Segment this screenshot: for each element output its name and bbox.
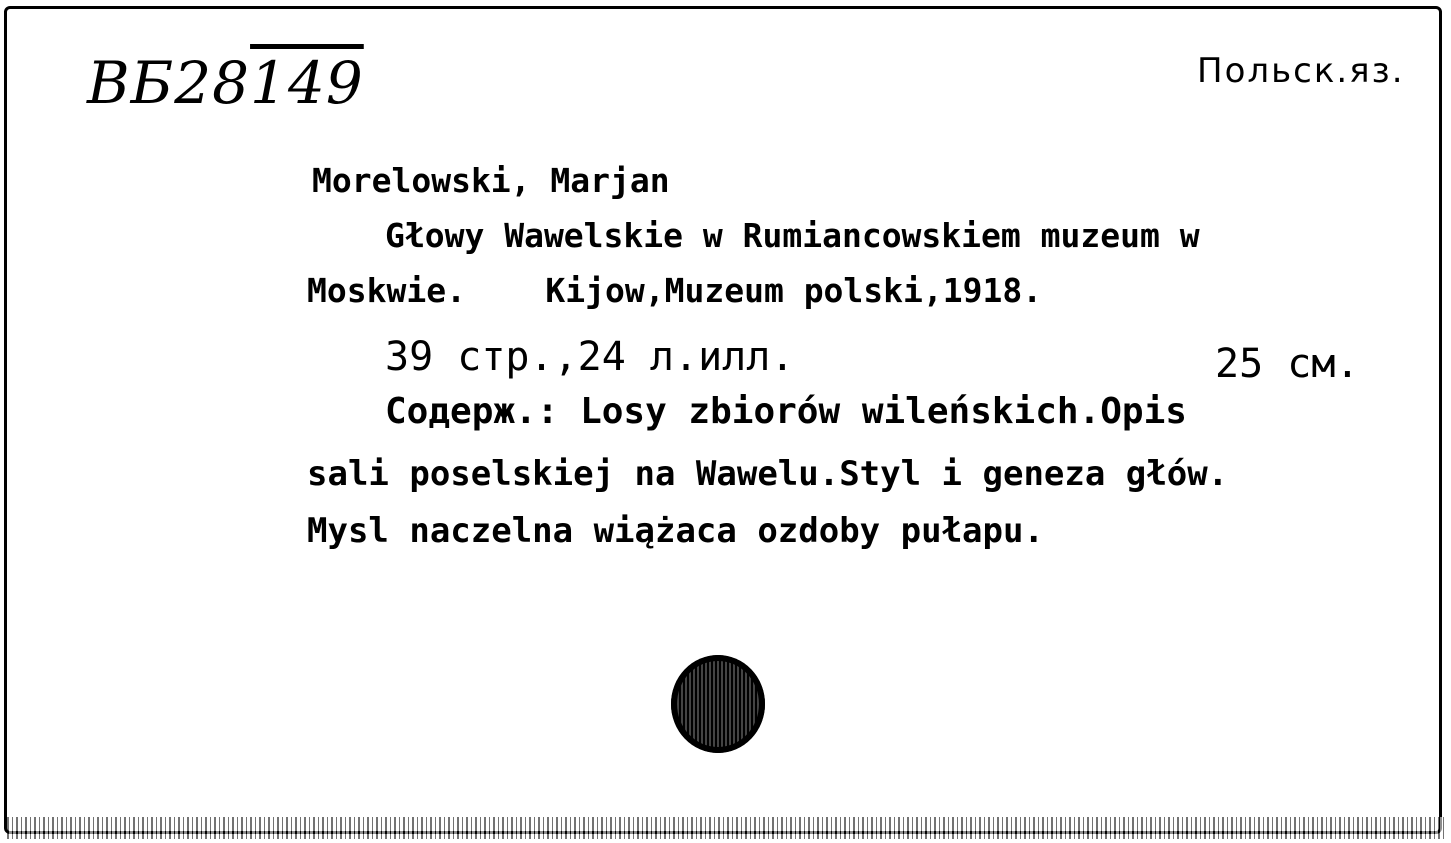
call-number-suffix: 149 — [250, 49, 364, 117]
contents-line-1: Содерж.: Losy zbiorów wileńskich.Opis — [385, 391, 1187, 432]
collation-line: 39 стр.,24 л.илл. — [385, 334, 795, 380]
size-note: 25 см. — [1215, 341, 1360, 387]
contents-line-3: Mysl naczelna wiążaca ozdoby pułapu. — [307, 511, 1044, 551]
call-number-prefix: ВБ28 — [87, 49, 251, 117]
punch-hole — [671, 655, 765, 753]
card-bottom-edge — [7, 817, 1447, 839]
title-line-2: Moskwie. Kijow,Muzeum polski,1918. — [307, 271, 1043, 310]
author-line: Morelowski, Marjan — [312, 161, 670, 200]
catalog-card — [4, 6, 1442, 834]
contents-line-2: sali poselskiej na Wawelu.Styl i geneza głów. — [307, 454, 1229, 494]
language-note: Польск.яз. — [1197, 51, 1405, 91]
title-line-1: Głowy Wawelskie w Rumiancowskiem muzeum w — [385, 216, 1200, 255]
call-number — [87, 49, 364, 117]
